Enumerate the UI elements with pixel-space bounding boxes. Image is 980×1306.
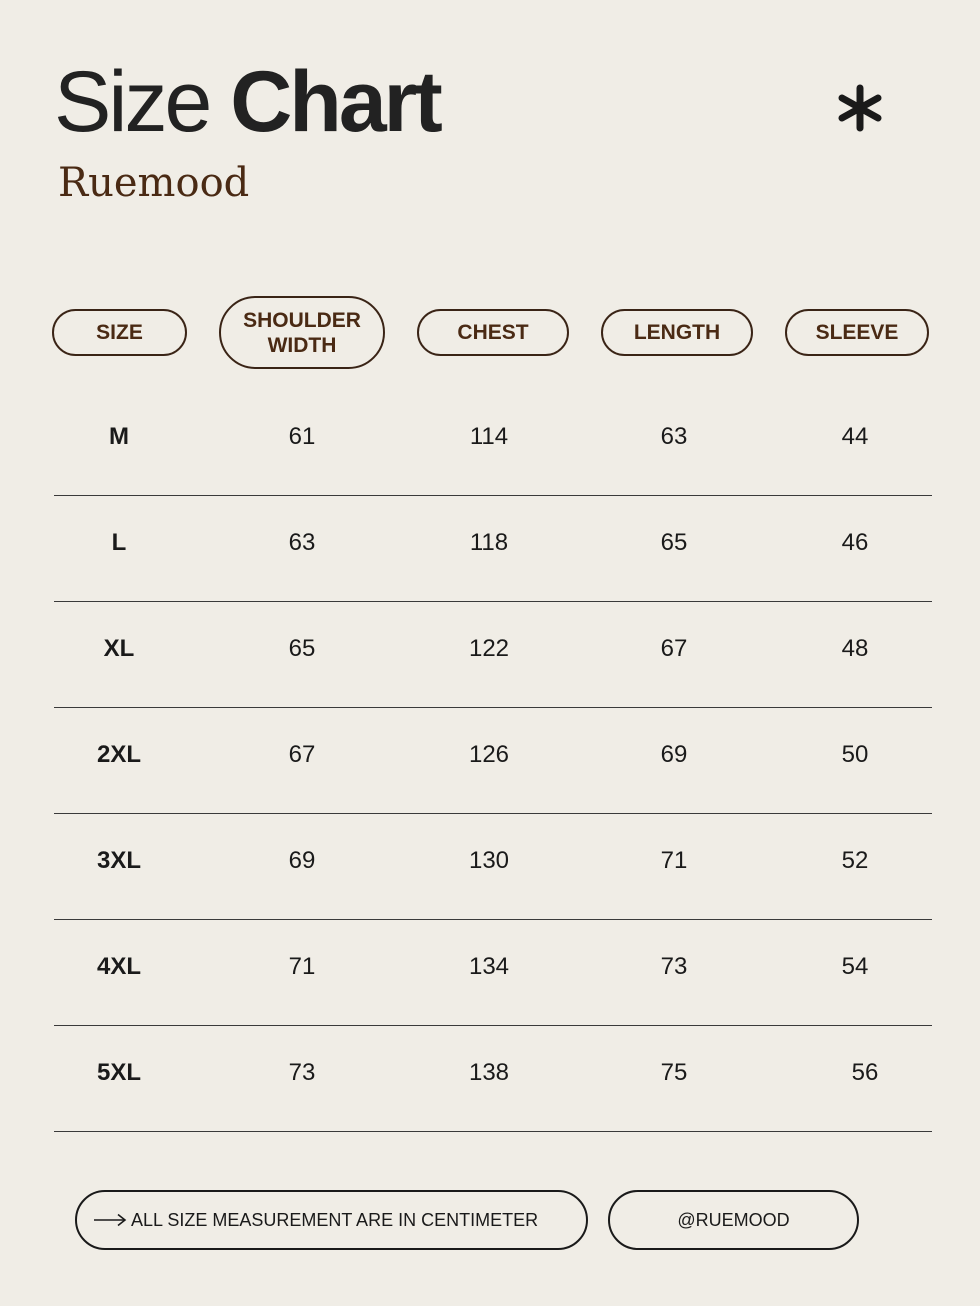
- measurement-cell: 63: [288, 529, 316, 556]
- column-header-shoulder-width: SHOULDER WIDTH: [219, 296, 385, 369]
- size-label: XL: [103, 635, 135, 662]
- table-row: [54, 914, 932, 1020]
- measurement-cell: 61: [288, 423, 316, 450]
- size-label: 2XL: [96, 741, 141, 768]
- size-label: 3XL: [96, 847, 141, 874]
- measurement-cell: 71: [660, 847, 688, 874]
- table-row: [54, 490, 932, 596]
- measurement-cell: 65: [288, 635, 316, 662]
- arrow-right-icon: [93, 1213, 127, 1227]
- measurement-note: [75, 1190, 588, 1250]
- measurement-cell: 52: [841, 847, 869, 874]
- measurement-cell: 46: [841, 529, 869, 556]
- table-row: [54, 1020, 932, 1126]
- measurement-cell: 54: [841, 953, 869, 980]
- table-row: [54, 384, 932, 490]
- title-bold: Chart: [230, 54, 440, 150]
- size-label: 5XL: [96, 1059, 141, 1086]
- measurement-cell: 69: [660, 741, 688, 768]
- page-title: [54, 52, 440, 152]
- measurement-cell: 48: [841, 635, 869, 662]
- measurement-cell: 67: [660, 635, 688, 662]
- measurement-cell: 63: [660, 423, 688, 450]
- measurement-cell: 130: [468, 847, 510, 874]
- asterisk-icon: [834, 82, 886, 134]
- measurement-note-text: ALL SIZE MEASUREMENT ARE IN CENTIMETER: [131, 1209, 539, 1230]
- measurement-cell: 56: [851, 1059, 879, 1086]
- measurement-cell: 134: [468, 953, 510, 980]
- column-header-size: SIZE: [52, 309, 187, 356]
- measurement-cell: 126: [468, 741, 510, 768]
- column-header-sleeve: SLEEVE: [785, 309, 929, 356]
- measurement-cell: 118: [469, 529, 509, 556]
- table-row: [54, 702, 932, 808]
- measurement-cell: 67: [288, 741, 316, 768]
- measurement-cell: 122: [468, 635, 510, 662]
- size-label: M: [109, 423, 129, 450]
- brand-name: Ruemood: [58, 160, 250, 206]
- measurement-cell: 138: [468, 1059, 510, 1086]
- table-row: [54, 596, 932, 702]
- measurement-cell: 73: [660, 953, 688, 980]
- column-header-length: LENGTH: [601, 309, 753, 356]
- measurement-cell: 75: [660, 1059, 688, 1086]
- size-label: 4XL: [96, 953, 141, 980]
- row-divider: [54, 1131, 932, 1132]
- measurement-cell: 71: [288, 953, 316, 980]
- measurement-cell: 65: [660, 529, 688, 556]
- measurement-cell: 44: [841, 423, 869, 450]
- column-header-chest: CHEST: [417, 309, 569, 356]
- title-light: Size: [54, 54, 210, 150]
- measurement-cell: 114: [469, 423, 509, 450]
- measurement-cell: 50: [841, 741, 869, 768]
- social-handle-text: @RUEMOOD: [677, 1209, 790, 1230]
- social-handle: [608, 1190, 859, 1250]
- measurement-cell: 69: [288, 847, 316, 874]
- size-label: L: [111, 529, 127, 556]
- table-row: [54, 808, 932, 914]
- measurement-cell: 73: [288, 1059, 316, 1086]
